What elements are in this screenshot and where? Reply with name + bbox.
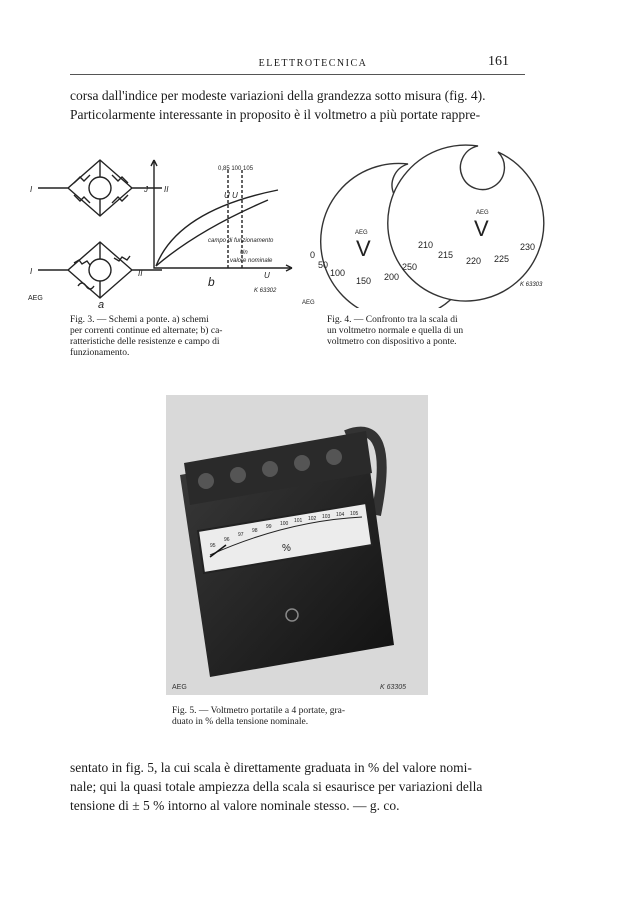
dial-tick: 101 [294,518,303,524]
dial-right-brand: AEG [476,210,489,216]
dial-left-tick: 50 [318,260,329,270]
dial-left-tick: 100 [330,268,346,278]
dial-tick: 96 [224,537,230,543]
curve-rising [156,200,268,266]
dial-right [388,145,544,301]
caption-line: ratteristiche delle resistenze e campo di [70,337,220,347]
dial-right-tick: 215 [438,250,454,260]
caption-line: funzionamento. [70,348,130,358]
body-line: sentato in fig. 5, la cui scala è direttamente graduata in % del valore nomi- [70,760,472,775]
label-campo: campo di funzionamento [208,238,274,244]
dial-right-tick: 220 [466,256,482,266]
dial-unit: % [282,543,291,554]
figure-5-photo [166,395,428,695]
caption-line: per correnti continue ed alternate; b) ca- [70,326,223,336]
label-II-top: II [164,185,169,194]
dial-left-tick: 0 [310,250,316,260]
label-un: Un [240,250,248,256]
fig5-aeg: AEG [172,684,187,691]
dial-tick: 98 [252,528,258,534]
label-valore: valore nominale [230,258,273,264]
dial-left-tick: 200 [384,272,400,282]
fig5-code: K 63305 [380,684,407,691]
figure-4-caption [327,315,527,348]
label-I-top: I [30,185,33,194]
figure-3-caption [70,315,270,359]
running-header: ELETTROTECNICA [258,58,368,69]
page-number: 161 [488,54,509,69]
caption-line: Fig. 4. — Confronto tra la scala di [327,315,458,325]
voltmeter-illustration [166,395,428,695]
meter-bottom [89,259,111,281]
dial-left-unit: V [356,236,371,261]
dial-right-tick: 230 [520,242,536,252]
figure-5-caption [172,706,432,728]
label-code: K 63302 [254,288,277,294]
caption-line: Fig. 3. — Schemi a ponte. a) schemi [70,315,209,325]
label-U-axis: U [264,271,270,280]
caption-line: voltmetro con dispositivo a ponte. [327,337,457,347]
figure-3-bridge-schematics [28,150,310,312]
fig4-aeg: AEG [302,300,315,306]
dial-tick: 100 [280,521,289,527]
body-line: Particolarmente interessante in proposito è il voltmetro a più portate rappre- [70,107,481,122]
dial-tick: 95 [210,543,216,549]
dial-tick: 102 [308,516,317,522]
dial-right-unit: V [474,216,489,241]
label-J: J [144,185,148,194]
label-b: b [208,275,215,289]
dial-right-tick: 210 [418,240,434,250]
label-II-bottom: II [138,269,143,278]
label-scale-nums: 0,85 100 105 [218,166,254,172]
dial-tick: 105 [350,511,359,517]
dial-left-tick: 250 [402,262,418,272]
dial-tick: 97 [238,532,244,538]
caption-line: Fig. 5. — Voltmetro portatile a 4 portate, gra- [172,706,345,716]
fig4-code: K 63303 [520,282,543,288]
body-line: corsa dall'indice per modeste variazioni della grandezza sotto misura (fig. 4). [70,88,486,103]
figure-4-dial-comparison [298,140,560,308]
caption-line: un voltmetro normale e quella di un [327,326,464,336]
label-I-bottom: I [30,267,33,276]
body-line: nale; qui la quasi totale ampiezza della scala si esaurisce per variazioni della [70,779,483,794]
dial-left-brand: AEG [355,230,368,236]
dial-tick: 99 [266,524,272,530]
dial-tick: 104 [336,512,345,518]
label-a: a [98,299,105,311]
label-uu: U U [224,191,238,200]
dial-tick: 103 [322,514,331,520]
body-line: tensione di ± 5 % intorno al valore nominale stesso. — g. co. [70,798,400,813]
curve-saturating [156,190,278,266]
dial-left-tick: 150 [356,276,372,286]
header-rule [70,74,525,75]
label-aeg: AEG [28,295,43,302]
caption-line: duato in % della tensione nominale. [172,717,309,727]
dial-right-tick: 225 [494,254,510,264]
meter-top [89,177,111,199]
